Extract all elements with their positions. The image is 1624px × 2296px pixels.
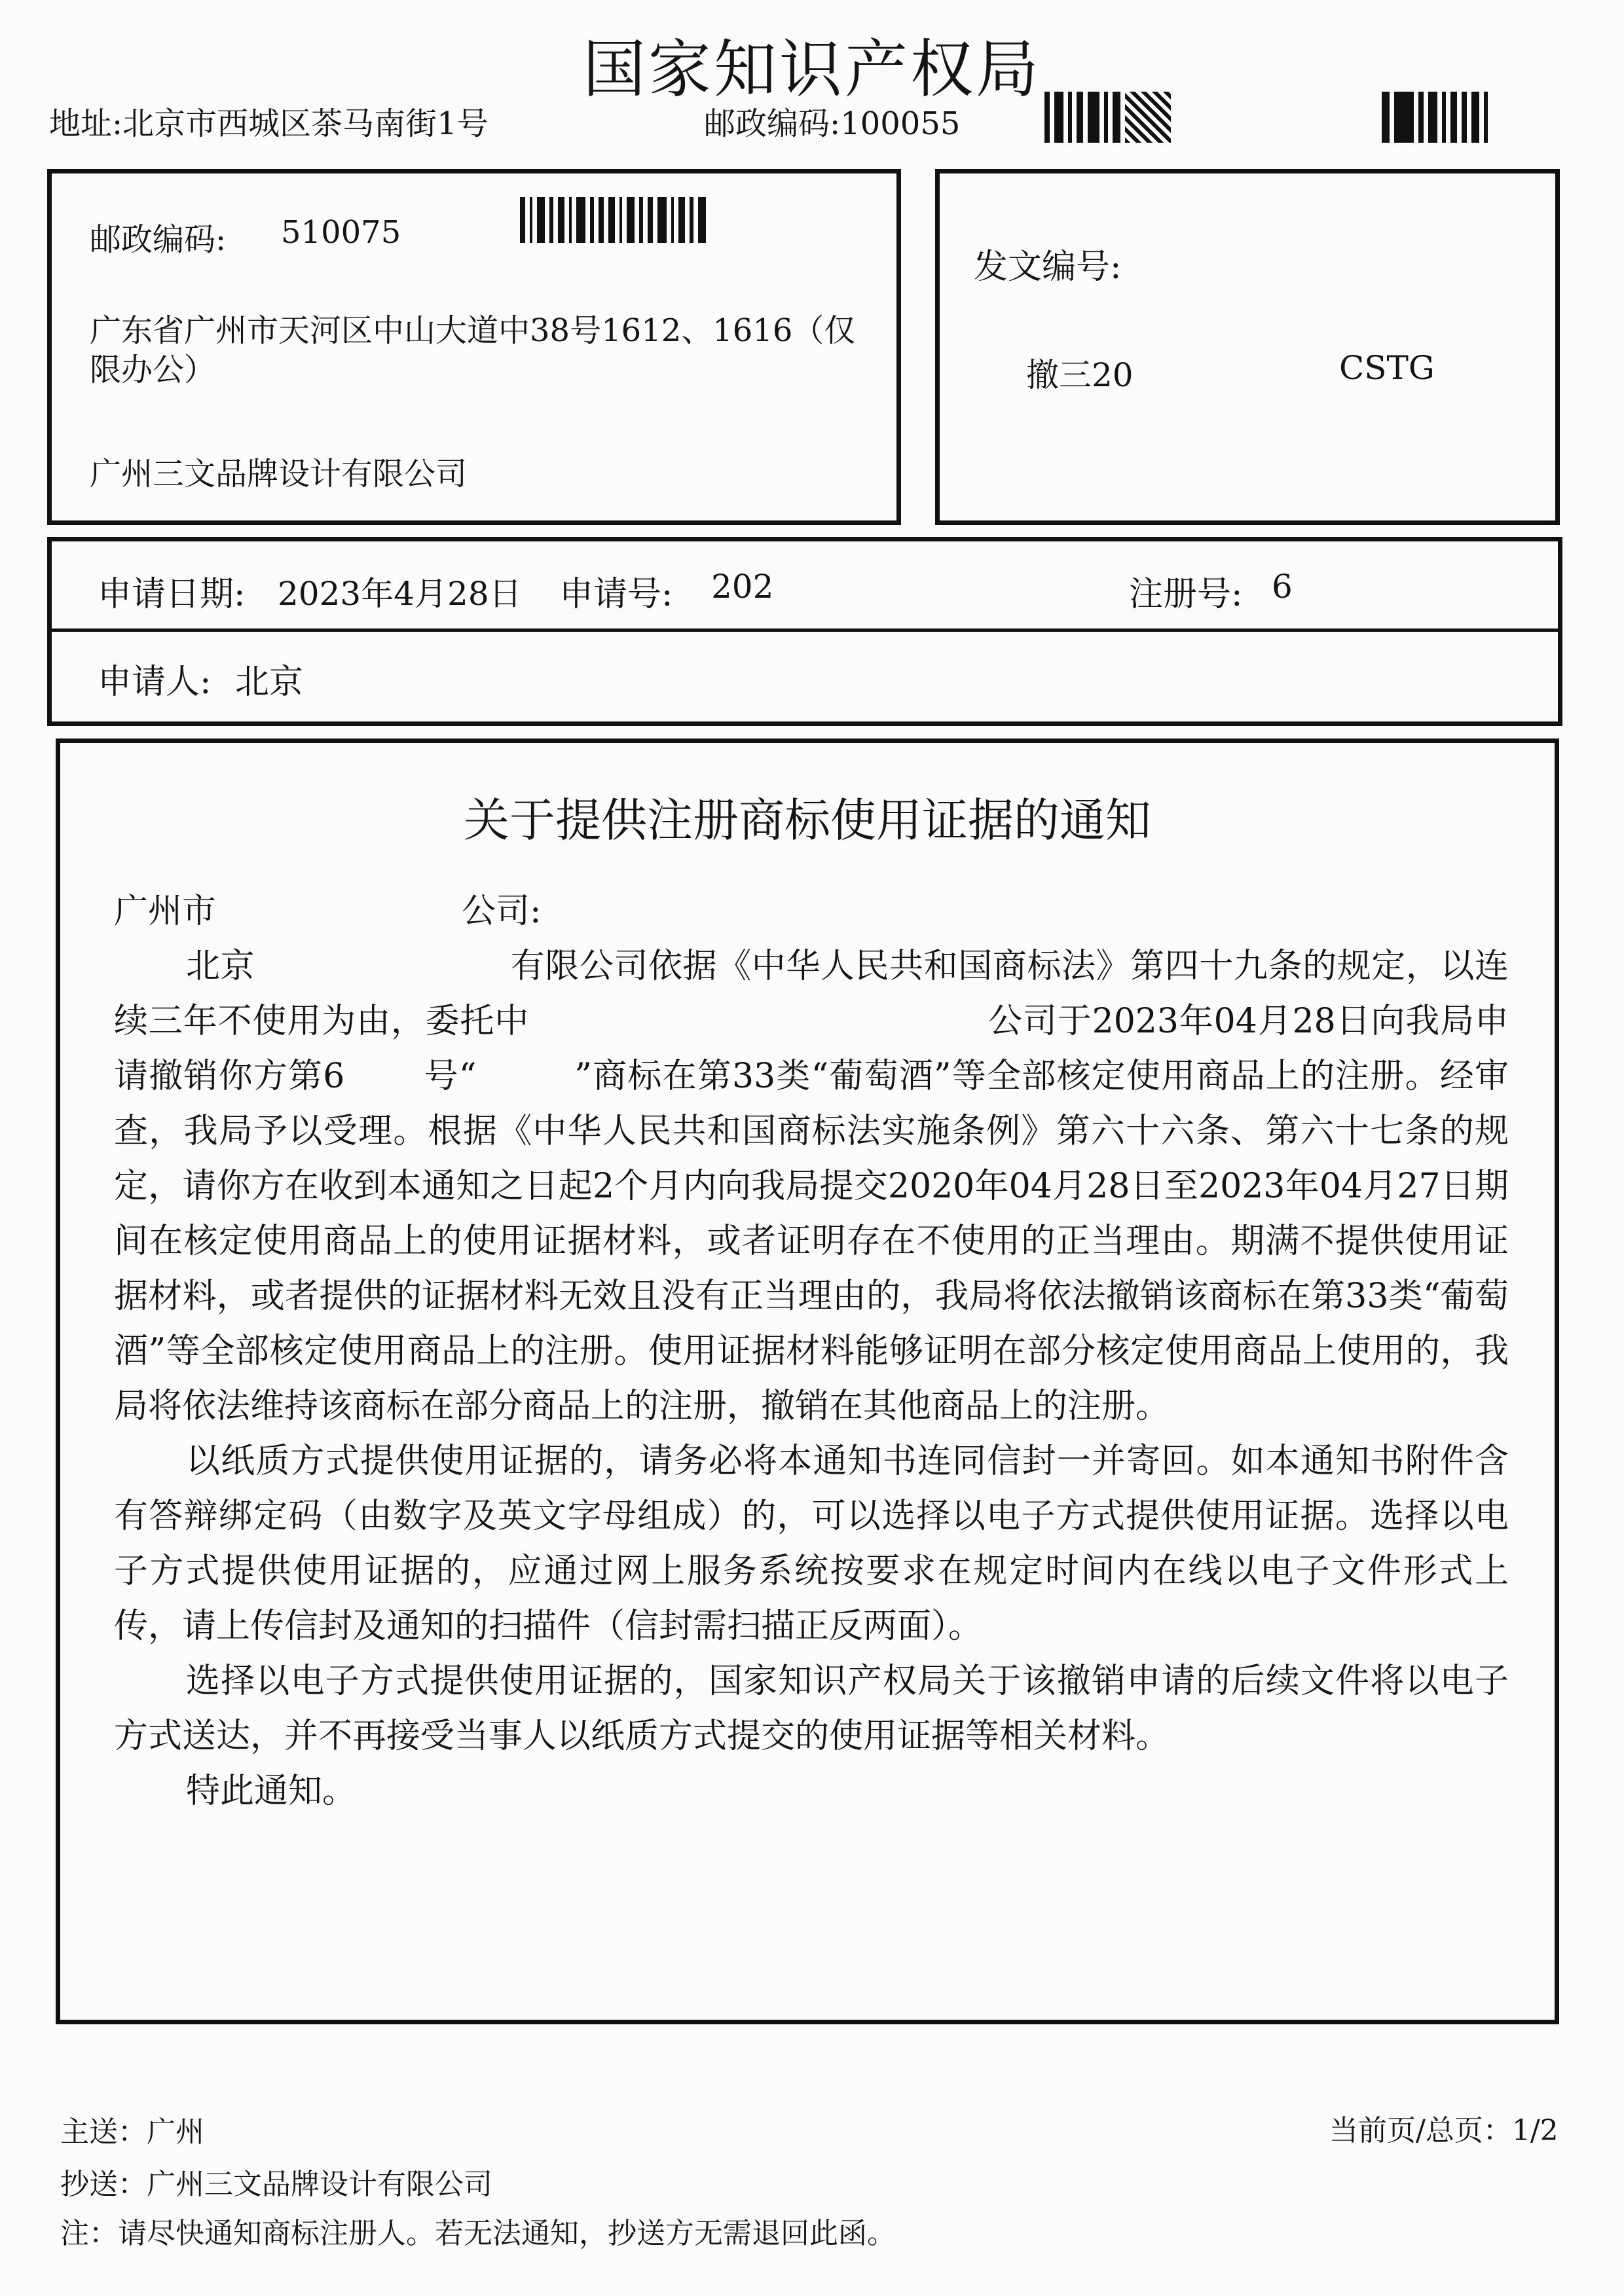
paragraph-3: 选择以电子方式提供使用证据的，国家知识产权局关于该撤销申请的后续文件将以电子方式送达，并不再接受当事人以纸质方式提交的使用证据等相关材料。 <box>114 1662 1509 1756</box>
header-barcode-icon <box>1044 92 1555 143</box>
notice-box <box>56 738 1559 2024</box>
agency-title: 国家知识产权局 <box>583 33 1041 106</box>
recipient-postcode-label: 邮政编码: <box>90 221 227 258</box>
document-number-label: 发文编号: <box>974 247 1122 287</box>
application-date-label: 申请日期: <box>98 575 246 614</box>
document-number-prefix: 撤三20 <box>1026 356 1134 394</box>
application-date-value: 2023年4月28日 <box>278 575 522 613</box>
paragraph-2: 以纸质方式提供使用证据的，请务必将本通知书连同信封一并寄回。如本通知书附件含有答辩绑定码（由数字及英文字母组成）的，可以选择以电子方式提供使用证据。选择以电子方式提供使用证据的，应通过网上服务系统按要求在规定时间内在线以电子文件形式上传，请上传信封及通知的扫描件（信封需扫描正反两面）。 <box>114 1442 1509 1646</box>
footer-note: 注：请尽快通知商标注册人。若无法通知，抄送方无需退回此函。 <box>60 2217 896 2250</box>
page-indicator: 当前页/总页：1/2 <box>1329 2114 1559 2147</box>
application-number-value: 202 <box>711 568 774 606</box>
applicant-value: 北京 <box>235 663 304 702</box>
recipient-box <box>47 169 901 525</box>
recipient-postcode-value: 510075 <box>281 214 401 251</box>
salutation-city: 广州市 <box>114 892 217 931</box>
recipient-barcode-icon <box>520 197 834 243</box>
application-info-box <box>47 537 1562 726</box>
main-recipient: 主送：广州 <box>60 2115 204 2149</box>
document-number-box <box>935 169 1560 525</box>
paragraph-1: 北京 有限公司依据《中华人民共和国商标法》第四十九条的规定，以连续三年不使用为由，委托中 公司于2023年04月28日向我局申请撤销你方第6 号“ ”商标在第33类“葡萄酒”等全部核定使用商品上的注册。经审查，我局予以受理。根据《中华人民共和国商标法实施条例》第六十六条、第六十七条的规定，请你方在收到本通知之日起2个月内向我局提交2020年04月28日至2023年04月27日期间在核定使用商品上的使用证据材料，或者证明存在不使用的正当理由。期满不提供使用证据材料，或者提供的证据材料无效且没有正当理由的，我局将依法撤销该商标在第33类“葡萄酒”等全部核定使用商品上的注册。使用证据材料能够证明在部分核定使用商品上使用的，我局将依法维持该商标在部分商品上的注册，撤销在其他商品上的注册。 <box>114 947 1509 1426</box>
agency-postcode: 邮政编码:100055 <box>704 105 961 142</box>
salutation-company: 公司: <box>462 892 542 931</box>
salutation <box>114 884 1509 939</box>
notice-title: 关于提供注册商标使用证据的通知 <box>464 793 1151 847</box>
document-number-suffix: CSTG <box>1339 349 1435 387</box>
application-number-label: 申请号: <box>559 575 673 614</box>
registration-number-label: 注册号: <box>1129 575 1243 614</box>
registration-number-value: 6 <box>1272 568 1293 606</box>
agency-address: 地址:北京市西城区茶马南街1号 <box>49 105 489 142</box>
recipient-company: 广州三文品牌设计有限公司 <box>90 456 468 492</box>
notice-body <box>114 884 1509 1819</box>
application-box-divider <box>52 629 1558 632</box>
recipient-address: 广东省广州市天河区中山大道中38号1612、1616（仅限办公） <box>90 312 856 388</box>
cc-recipient: 抄送：广州三文品牌设计有限公司 <box>60 2168 492 2201</box>
closing: 特此通知。 <box>186 1772 357 1811</box>
applicant-label: 申请人: <box>98 663 212 702</box>
